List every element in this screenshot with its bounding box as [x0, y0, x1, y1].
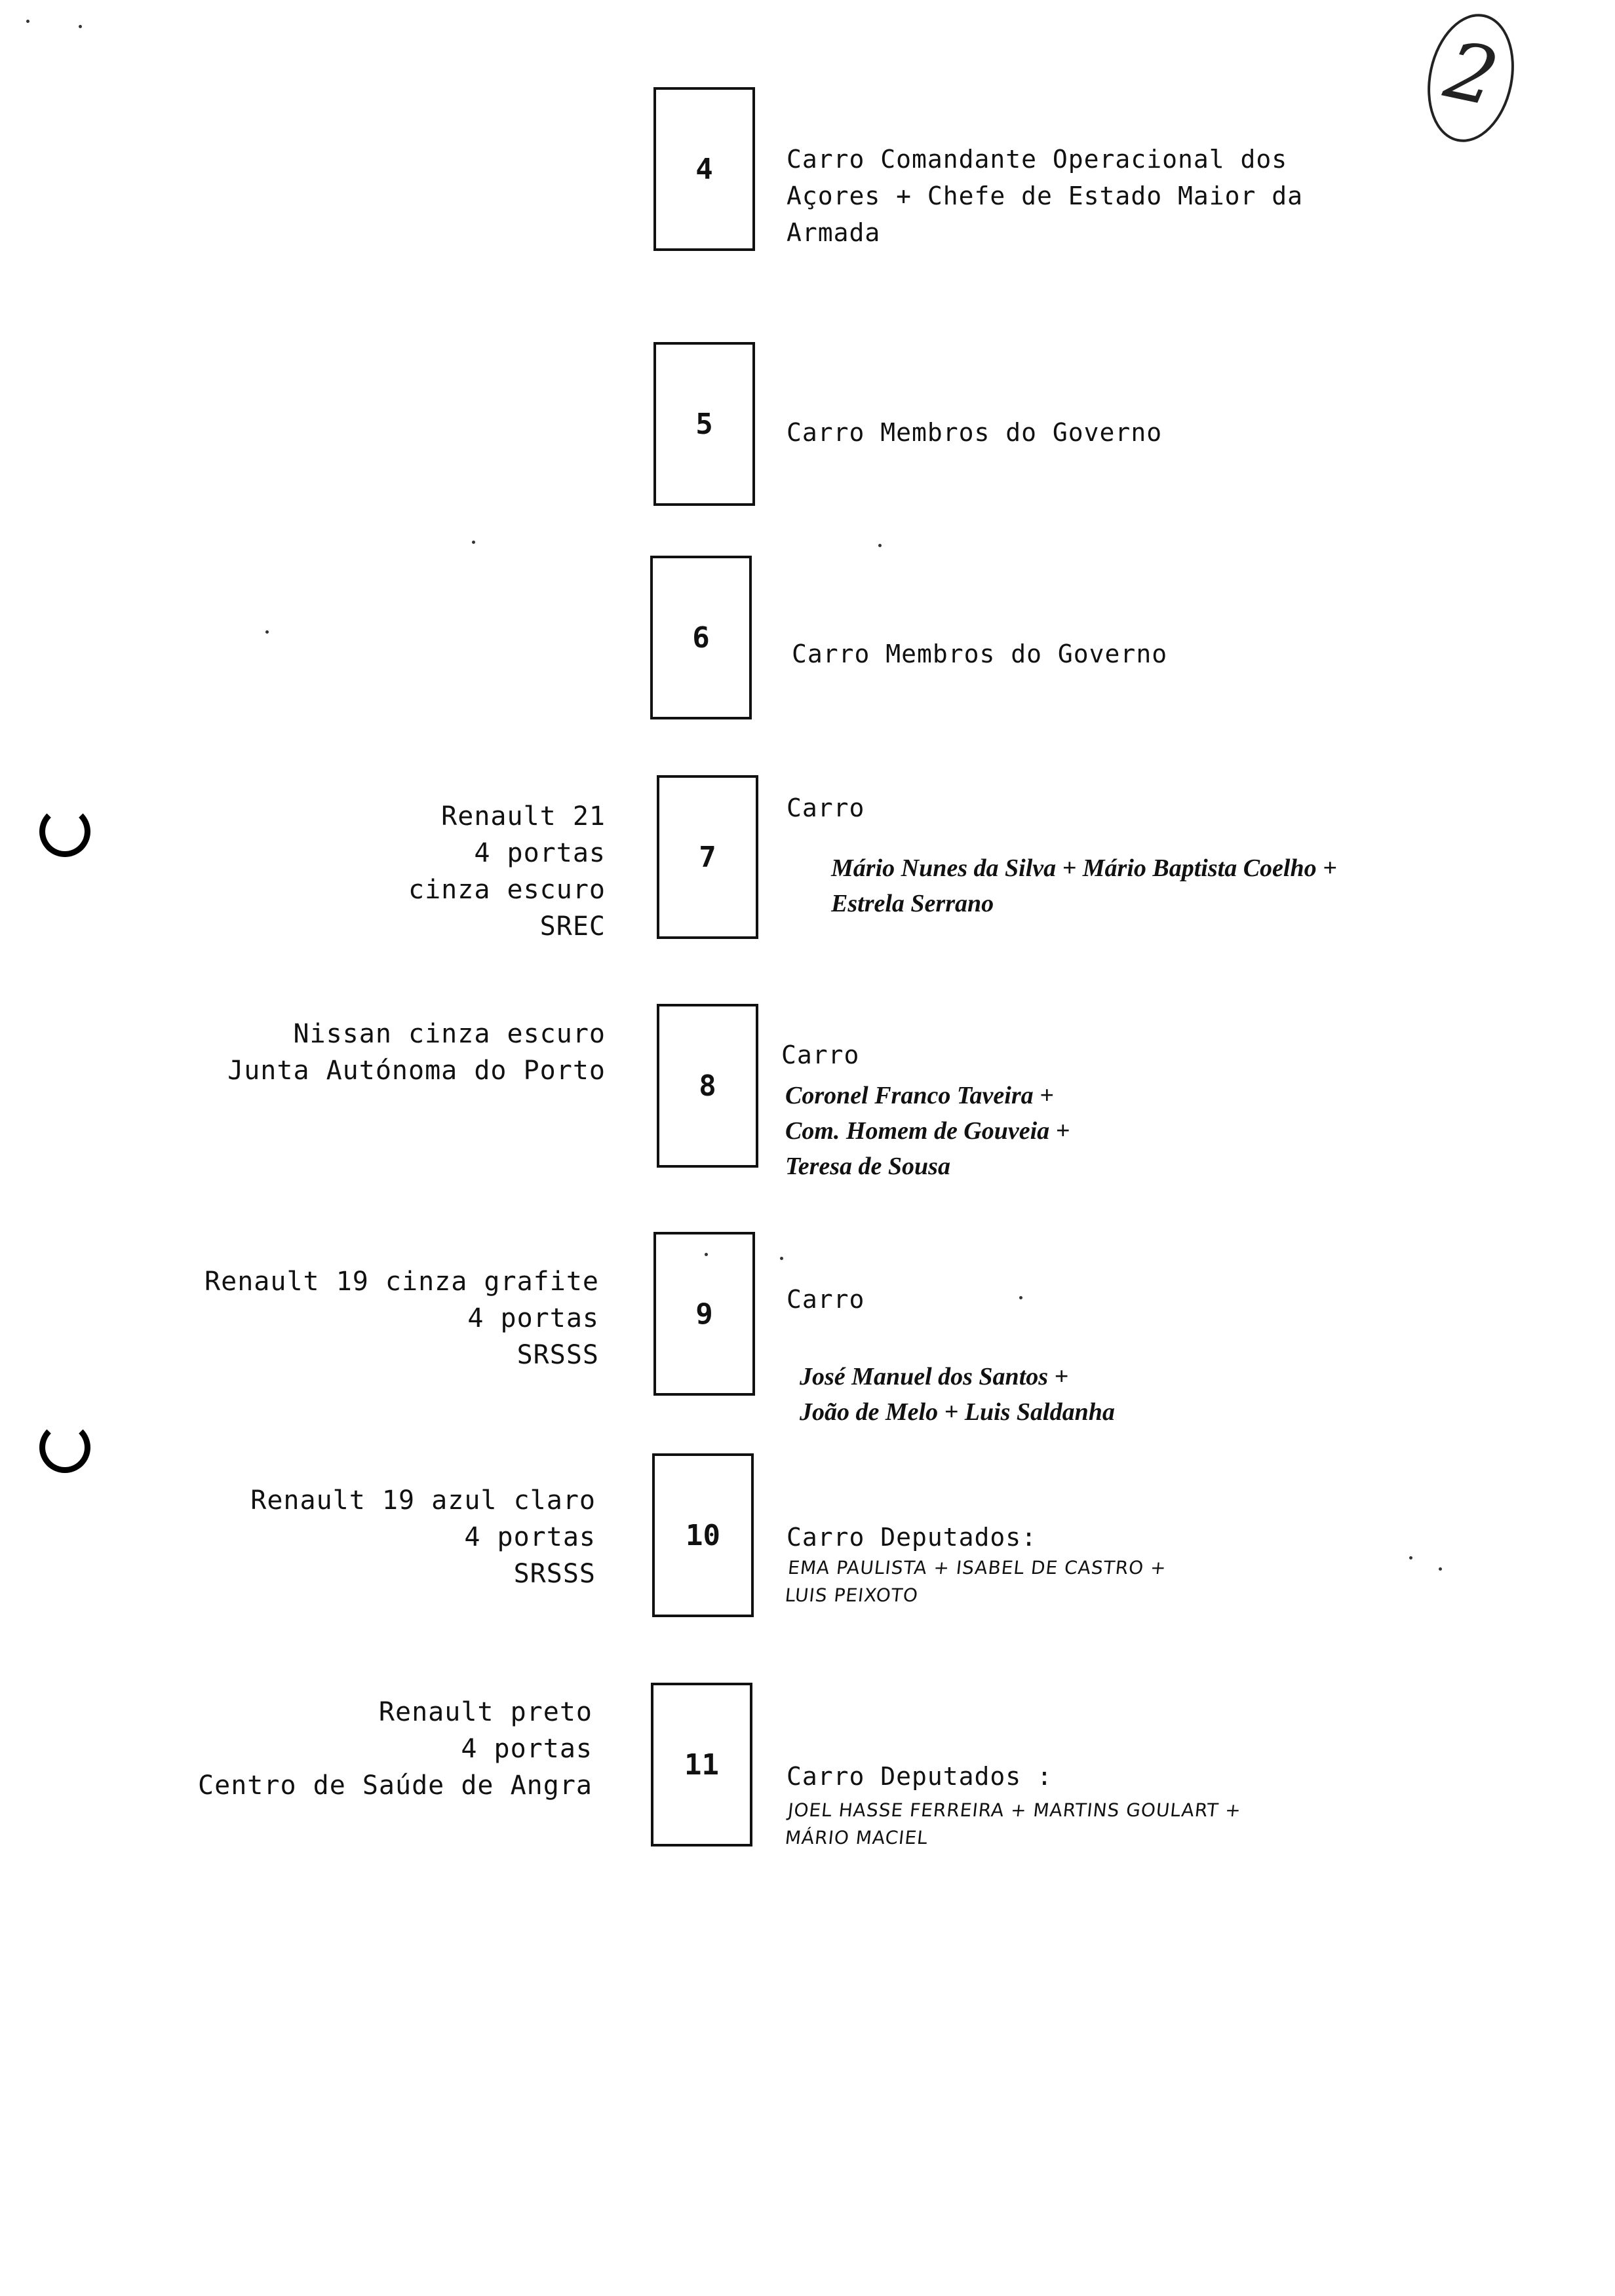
- car-label: Carro Deputados:: [787, 1523, 1038, 1552]
- car-number-box: 9: [653, 1232, 755, 1396]
- scan-speck: [705, 1253, 708, 1256]
- car-label: Carro Comandante Operacional dos Açores + Chefe de Estado Maior da Armada: [787, 145, 1303, 247]
- scan-speck: [1019, 1296, 1022, 1299]
- car-number-box: 7: [657, 775, 758, 939]
- vehicle-info: Renault 19 azul claro 4 portas SRSSS: [250, 1485, 596, 1589]
- car-number-box: 11: [651, 1683, 752, 1846]
- punch-hole-mark: [39, 1422, 90, 1473]
- vehicle-info: Renault 21 4 portas cinza escuro SREC: [408, 801, 606, 942]
- occupants: Coronel Franco Taveira + Com. Homem de Gouveia + Teresa de Sousa: [785, 1082, 1070, 1180]
- occupants: José Manuel dos Santos + João de Melo + Luis Saldanha: [800, 1363, 1115, 1426]
- occupants-handwritten: EMA PAULISTA + ISABEL DE CASTRO + LUIS PEIXOTO: [784, 1557, 1168, 1606]
- punch-hole-mark: [39, 806, 90, 857]
- car-label: Carro: [787, 794, 865, 822]
- vehicle-info: Renault preto 4 portas Centro de Saúde de Angra: [198, 1697, 593, 1801]
- car-number-box: 8: [657, 1004, 758, 1168]
- scan-speck: [1439, 1567, 1442, 1571]
- car-number-box: 5: [653, 342, 755, 506]
- scan-speck: [472, 541, 475, 544]
- scan-speck: [79, 25, 82, 28]
- car-label: Carro Membros do Governo: [787, 418, 1163, 447]
- car-number-box: 4: [653, 87, 755, 251]
- car-label: Carro Membros do Governo: [792, 640, 1168, 668]
- car-number-box: 6: [650, 556, 752, 719]
- scan-speck: [878, 544, 882, 547]
- car-label: Carro: [781, 1041, 860, 1069]
- scan-speck: [26, 20, 29, 23]
- occupants: Mário Nunes da Silva + Mário Baptista Coelho + Estrela Serrano: [831, 854, 1337, 917]
- vehicle-info: Nissan cinza escuro Junta Autónoma do Porto: [227, 1019, 606, 1086]
- page-number: 2: [1416, 6, 1525, 150]
- car-label: Carro: [787, 1285, 865, 1314]
- car-number-box: 10: [652, 1453, 754, 1617]
- occupants-handwritten: JOEL HASSE FERREIRA + MARTINS GOULART + MÁRIO MACIEL: [784, 1799, 1243, 1848]
- scan-speck: [1409, 1556, 1412, 1559]
- scan-speck: [265, 630, 269, 634]
- vehicle-info: Renault 19 cinza grafite 4 portas SRSSS: [204, 1267, 599, 1370]
- scan-speck: [780, 1257, 783, 1260]
- car-label: Carro Deputados :: [787, 1762, 1053, 1791]
